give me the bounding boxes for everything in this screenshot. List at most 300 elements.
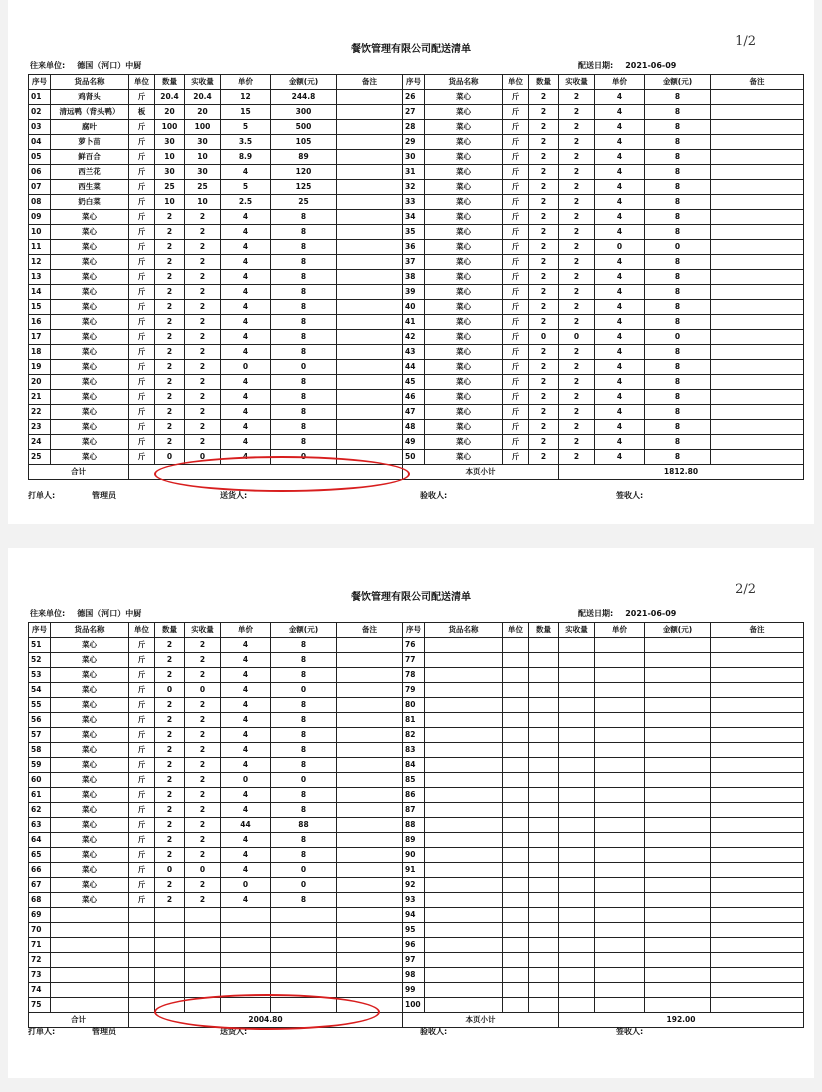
cell-remark: [711, 773, 804, 788]
cell-item-name: [51, 953, 129, 968]
cell-item-name: 菜心: [425, 300, 503, 315]
cell-unit-price: 4: [595, 330, 645, 345]
cell-unit-price: 4: [595, 105, 645, 120]
table-row: [29, 743, 804, 758]
cell-seq: 02: [29, 105, 51, 120]
cell-qty: [529, 653, 559, 668]
printer-value: 管理员: [92, 1027, 116, 1036]
cell-qty: 2: [529, 315, 559, 330]
cell-unit-price: [595, 713, 645, 728]
cell-unit: 斤: [129, 270, 155, 285]
cell-received-qty: 2: [559, 420, 595, 435]
cell-item-name: [425, 728, 503, 743]
cell-amount: 8: [645, 195, 711, 210]
cell-unit-price: 4: [221, 315, 271, 330]
cell-seq: 13: [29, 270, 51, 285]
cell-amount: 0: [271, 683, 337, 698]
cell-seq: 96: [403, 938, 425, 953]
cell-unit-price: 4: [221, 285, 271, 300]
table-row: [29, 968, 804, 983]
cell-amount: 8: [271, 848, 337, 863]
cell-remark: [337, 938, 403, 953]
cell-seq: 37: [403, 255, 425, 270]
cell-unit: [129, 923, 155, 938]
cell-unit-price: [595, 968, 645, 983]
cell-item-name: 菜心: [51, 773, 129, 788]
cell-received-qty: 10: [185, 150, 221, 165]
cell-seq: 15: [29, 300, 51, 315]
cell-received-qty: 2: [185, 210, 221, 225]
cell-amount: 8: [271, 240, 337, 255]
cell-unit: [503, 698, 529, 713]
cell-qty: 2: [155, 848, 185, 863]
table-row: [29, 878, 804, 893]
cell-unit-price: 4: [595, 450, 645, 465]
cell-remark: [711, 225, 804, 240]
cell-unit: 斤: [129, 315, 155, 330]
cell-unit: [503, 848, 529, 863]
cell-amount: 8: [271, 420, 337, 435]
cell-received-qty: 2: [559, 120, 595, 135]
cell-unit: 斤: [129, 818, 155, 833]
column-header-amount: 金额(元): [645, 623, 711, 638]
cell-unit-price: 4: [221, 713, 271, 728]
cell-seq: 81: [403, 713, 425, 728]
cell-seq: 12: [29, 255, 51, 270]
cell-received-qty: [559, 803, 595, 818]
cell-remark: [711, 105, 804, 120]
cell-item-name: 菜心: [425, 255, 503, 270]
cell-seq: 03: [29, 120, 51, 135]
cell-item-name: [425, 758, 503, 773]
cell-qty: [529, 803, 559, 818]
cell-unit: 斤: [129, 435, 155, 450]
cell-item-name: 菜心: [51, 653, 129, 668]
printer-label: 打单人:: [28, 1027, 56, 1036]
column-header-remark: 备注: [337, 623, 403, 638]
cell-qty: 0: [529, 330, 559, 345]
cell-remark: [711, 863, 804, 878]
cell-amount: 8: [645, 135, 711, 150]
cell-amount: 8: [645, 105, 711, 120]
cell-qty: [529, 743, 559, 758]
cell-unit-price: 4: [595, 405, 645, 420]
cell-received-qty: 0: [185, 863, 221, 878]
cell-remark: [711, 848, 804, 863]
cell-amount: [645, 698, 711, 713]
cell-unit: [503, 998, 529, 1013]
cell-amount: [645, 638, 711, 653]
table-row: [29, 728, 804, 743]
cell-unit-price: 0: [221, 360, 271, 375]
cell-item-name: 菜心: [51, 360, 129, 375]
cell-unit: 斤: [129, 788, 155, 803]
cell-item-name: 菜心: [51, 450, 129, 465]
cell-seq: 80: [403, 698, 425, 713]
cell-amount: 8: [271, 255, 337, 270]
cell-received-qty: 100: [185, 120, 221, 135]
cell-unit-price: 4: [595, 210, 645, 225]
cell-remark: [711, 638, 804, 653]
cell-qty: 2: [155, 255, 185, 270]
cell-amount: 8: [271, 225, 337, 240]
cell-amount: 0: [271, 360, 337, 375]
cell-qty: [155, 968, 185, 983]
cell-remark: [337, 270, 403, 285]
cell-unit-price: [221, 923, 271, 938]
cell-qty: 20.4: [155, 90, 185, 105]
cell-item-name: 菜心: [51, 435, 129, 450]
cell-item-name: 鲜百合: [51, 150, 129, 165]
cell-received-qty: 2: [185, 653, 221, 668]
cell-seq: 58: [29, 743, 51, 758]
cell-amount: 8: [271, 270, 337, 285]
cell-qty: 2: [529, 270, 559, 285]
table-row: [29, 90, 804, 105]
cell-qty: 2: [155, 833, 185, 848]
cell-seq: 25: [29, 450, 51, 465]
cell-item-name: [425, 953, 503, 968]
column-header-unit: 单位: [129, 75, 155, 90]
cell-remark: [711, 653, 804, 668]
cell-seq: 74: [29, 983, 51, 998]
cell-received-qty: [559, 998, 595, 1013]
cell-unit: 斤: [503, 210, 529, 225]
cell-unit: 斤: [129, 743, 155, 758]
cell-qty: 2: [155, 330, 185, 345]
column-header-qty: 数量: [529, 623, 559, 638]
cell-item-name: 菜心: [51, 345, 129, 360]
cell-unit-price: [221, 908, 271, 923]
cell-seq: 84: [403, 758, 425, 773]
cell-seq: 23: [29, 420, 51, 435]
cell-item-name: 菜心: [51, 300, 129, 315]
table-row: [29, 450, 804, 465]
cell-seq: 89: [403, 833, 425, 848]
cell-qty: 100: [155, 120, 185, 135]
cell-remark: [337, 983, 403, 998]
cell-unit-price: 4: [595, 255, 645, 270]
cell-qty: 2: [529, 450, 559, 465]
cell-qty: [529, 758, 559, 773]
cell-received-qty: 2: [185, 405, 221, 420]
cell-seq: 72: [29, 953, 51, 968]
cell-amount: [271, 968, 337, 983]
cell-item-name: 菜心: [51, 390, 129, 405]
cell-unit-price: 4: [595, 315, 645, 330]
cell-amount: 8: [645, 180, 711, 195]
cell-received-qty: [559, 698, 595, 713]
cell-unit: 斤: [129, 848, 155, 863]
cell-seq: 17: [29, 330, 51, 345]
cell-amount: [645, 908, 711, 923]
cell-unit-price: 4: [595, 360, 645, 375]
cell-amount: 8: [645, 360, 711, 375]
cell-seq: 78: [403, 668, 425, 683]
cell-seq: 01: [29, 90, 51, 105]
column-header-item-name: 货品名称: [425, 75, 503, 90]
cell-received-qty: 2: [185, 758, 221, 773]
table-row: [29, 803, 804, 818]
table-row: [29, 773, 804, 788]
cell-received-qty: 2: [559, 240, 595, 255]
cell-unit-price: 4: [595, 135, 645, 150]
cell-amount: 8: [271, 300, 337, 315]
cell-unit-price: [595, 743, 645, 758]
cell-received-qty: 2: [185, 240, 221, 255]
cell-qty: 2: [529, 255, 559, 270]
cell-received-qty: 2: [559, 300, 595, 315]
cell-qty: 2: [155, 758, 185, 773]
cell-seq: 24: [29, 435, 51, 450]
cell-received-qty: 2: [185, 360, 221, 375]
printer-value: 管理员: [92, 491, 116, 500]
cell-received-qty: [559, 788, 595, 803]
cell-amount: 8: [271, 893, 337, 908]
cell-remark: [337, 210, 403, 225]
cell-remark: [337, 923, 403, 938]
cell-amount: 8: [645, 150, 711, 165]
cell-qty: 2: [529, 420, 559, 435]
cell-unit: 斤: [503, 105, 529, 120]
cell-seq: 27: [403, 105, 425, 120]
cell-seq: 08: [29, 195, 51, 210]
cell-received-qty: 2: [559, 255, 595, 270]
sender-label: 送货人:: [220, 491, 248, 500]
cell-seq: 05: [29, 150, 51, 165]
cell-unit-price: 4: [595, 90, 645, 105]
summary-row: [29, 465, 804, 480]
cell-unit-price: 0: [221, 878, 271, 893]
cell-unit: [503, 923, 529, 938]
cell-qty: 2: [529, 285, 559, 300]
cell-remark: [711, 698, 804, 713]
cell-seq: 31: [403, 165, 425, 180]
cell-seq: 82: [403, 728, 425, 743]
column-header-unit: 单位: [129, 623, 155, 638]
cell-remark: [337, 105, 403, 120]
delivery-date-label: 配送日期:: [578, 61, 614, 70]
cell-remark: [711, 120, 804, 135]
cell-unit: [503, 818, 529, 833]
cell-amount: [645, 758, 711, 773]
cell-unit: 斤: [129, 713, 155, 728]
table-row: [29, 848, 804, 863]
cell-received-qty: 2: [559, 285, 595, 300]
cell-remark: [711, 150, 804, 165]
cell-unit: 斤: [129, 240, 155, 255]
cell-unit: 斤: [503, 150, 529, 165]
cell-remark: [711, 953, 804, 968]
cell-amount: 8: [645, 120, 711, 135]
document-title: 餐饮管理有限公司配送清单: [351, 592, 471, 603]
cell-seq: 38: [403, 270, 425, 285]
cell-received-qty: 2: [559, 135, 595, 150]
cell-qty: [529, 668, 559, 683]
total-label: 合计: [29, 1013, 129, 1028]
cell-seq: 28: [403, 120, 425, 135]
cell-qty: 2: [529, 105, 559, 120]
cell-unit-price: 2.5: [221, 195, 271, 210]
cell-seq: 91: [403, 863, 425, 878]
table-row: [29, 390, 804, 405]
cell-amount: 8: [645, 450, 711, 465]
cell-unit-price: 4: [595, 345, 645, 360]
cell-item-name: 菜心: [425, 150, 503, 165]
cell-received-qty: 2: [185, 893, 221, 908]
cell-remark: [711, 758, 804, 773]
cell-amount: [271, 908, 337, 923]
cell-qty: [529, 908, 559, 923]
cell-remark: [711, 135, 804, 150]
cell-amount: [645, 683, 711, 698]
cell-unit: [503, 788, 529, 803]
cell-seq: 88: [403, 818, 425, 833]
table-row: [29, 405, 804, 420]
cell-received-qty: 2: [185, 833, 221, 848]
table-row: [29, 330, 804, 345]
cell-received-qty: 2: [559, 345, 595, 360]
cell-unit: [129, 983, 155, 998]
cell-item-name: 菜心: [51, 240, 129, 255]
cell-remark: [337, 315, 403, 330]
column-header-remark: 备注: [711, 623, 804, 638]
sender-label: 送货人:: [220, 1027, 248, 1036]
cell-amount: [645, 863, 711, 878]
cell-remark: [711, 420, 804, 435]
cell-qty: [529, 893, 559, 908]
cell-qty: 2: [529, 135, 559, 150]
cell-received-qty: 2: [185, 330, 221, 345]
document-page: [8, 0, 814, 524]
cell-unit-price: 5: [221, 180, 271, 195]
cell-item-name: 菜心: [425, 270, 503, 285]
total-label: 合计: [29, 465, 129, 480]
cell-unit: 斤: [129, 405, 155, 420]
cell-received-qty: 2: [559, 210, 595, 225]
table-header-row: [29, 623, 804, 638]
cell-unit: [503, 638, 529, 653]
cell-seq: 60: [29, 773, 51, 788]
cell-received-qty: 10: [185, 195, 221, 210]
cell-remark: [711, 818, 804, 833]
column-header-unit-price: 单价: [221, 75, 271, 90]
cell-qty: 2: [529, 165, 559, 180]
table-row: [29, 105, 804, 120]
cell-amount: 8: [271, 345, 337, 360]
cell-seq: 63: [29, 818, 51, 833]
cell-remark: [337, 150, 403, 165]
cell-amount: 8: [271, 375, 337, 390]
cell-remark: [337, 773, 403, 788]
cell-qty: 2: [529, 120, 559, 135]
cell-remark: [337, 420, 403, 435]
cell-amount: [645, 668, 711, 683]
cell-qty: 2: [155, 345, 185, 360]
cell-qty: 2: [529, 375, 559, 390]
cell-seq: 85: [403, 773, 425, 788]
cell-amount: [645, 653, 711, 668]
table-row: [29, 908, 804, 923]
column-header-seq: 序号: [403, 75, 425, 90]
cell-amount: 125: [271, 180, 337, 195]
cell-seq: 50: [403, 450, 425, 465]
cell-unit: 斤: [129, 698, 155, 713]
cell-received-qty: 2: [185, 773, 221, 788]
cell-received-qty: 2: [185, 878, 221, 893]
table-row: [29, 195, 804, 210]
delivery-date-value: 2021-06-09: [625, 609, 677, 618]
cell-unit: 斤: [503, 330, 529, 345]
cell-seq: 87: [403, 803, 425, 818]
cell-item-name: 西生菜: [51, 180, 129, 195]
cell-received-qty: 0: [559, 330, 595, 345]
cell-amount: [645, 893, 711, 908]
cell-unit: 斤: [129, 420, 155, 435]
table-row: [29, 210, 804, 225]
cell-unit-price: 4: [595, 435, 645, 450]
cell-unit-price: 4: [595, 150, 645, 165]
cell-item-name: 菜心: [51, 848, 129, 863]
table-row: [29, 180, 804, 195]
signer-label: 签收人:: [616, 1027, 644, 1036]
cell-received-qty: 2: [559, 450, 595, 465]
cell-unit-price: [221, 953, 271, 968]
cell-seq: 42: [403, 330, 425, 345]
cell-seq: 35: [403, 225, 425, 240]
cell-unit-price: 4: [221, 375, 271, 390]
cell-received-qty: 2: [185, 375, 221, 390]
cell-item-name: 菜心: [51, 713, 129, 728]
delivery-date: [578, 608, 676, 619]
cell-item-name: [51, 938, 129, 953]
cell-unit: 斤: [503, 165, 529, 180]
cell-item-name: [425, 713, 503, 728]
cell-unit: 斤: [129, 330, 155, 345]
cell-qty: [529, 848, 559, 863]
cell-unit: [503, 758, 529, 773]
column-header-qty: 数量: [155, 75, 185, 90]
cell-remark: [711, 968, 804, 983]
cell-received-qty: [185, 953, 221, 968]
cell-seq: 51: [29, 638, 51, 653]
cell-received-qty: 25: [185, 180, 221, 195]
cell-seq: 16: [29, 315, 51, 330]
cell-qty: [529, 728, 559, 743]
cell-unit: [129, 938, 155, 953]
cell-unit: 斤: [129, 773, 155, 788]
cell-remark: [711, 240, 804, 255]
cell-unit: [503, 968, 529, 983]
cell-item-name: 菜心: [425, 165, 503, 180]
cell-item-name: [425, 893, 503, 908]
cell-received-qty: [559, 743, 595, 758]
cell-received-qty: 2: [185, 848, 221, 863]
cell-seq: 83: [403, 743, 425, 758]
cell-remark: [711, 878, 804, 893]
cell-unit-price: [595, 638, 645, 653]
cell-seq: 93: [403, 893, 425, 908]
cell-unit-price: 3.5: [221, 135, 271, 150]
counterparty-label: 往来单位:: [30, 609, 66, 618]
cell-remark: [337, 908, 403, 923]
cell-amount: [645, 968, 711, 983]
cell-seq: 66: [29, 863, 51, 878]
cell-seq: 71: [29, 938, 51, 953]
cell-seq: 67: [29, 878, 51, 893]
cell-item-name: 菜心: [425, 90, 503, 105]
cell-item-name: 菜心: [51, 420, 129, 435]
